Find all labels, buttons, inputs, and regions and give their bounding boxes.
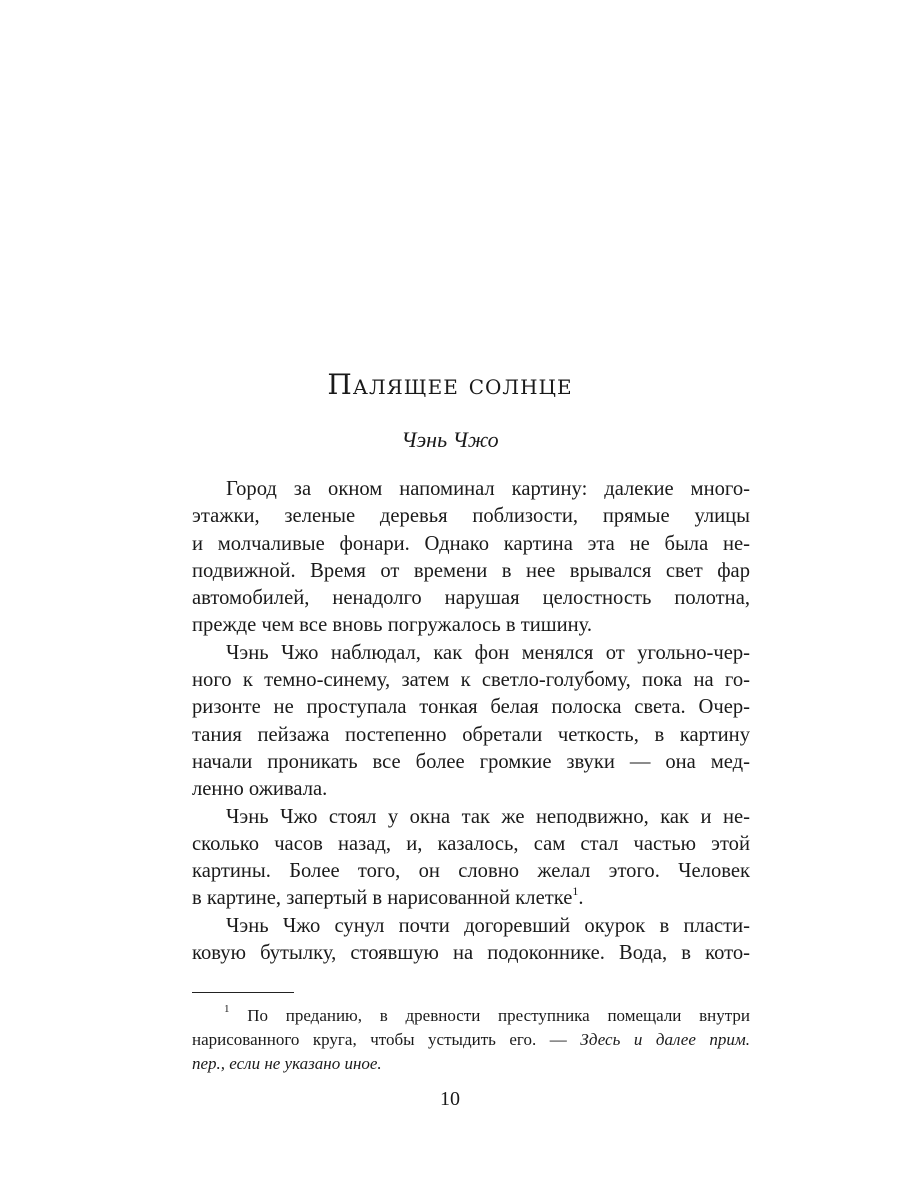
footnote-line xyxy=(192,1004,750,1028)
text-line: сколько часов назад, и, казалось, сам стал частью этой xyxy=(192,832,750,855)
footnote-line xyxy=(192,1028,750,1052)
text-line: ленно оживала. xyxy=(192,778,328,801)
text-line: этажки, зеленые деревья поблизости, прямые улицы xyxy=(192,505,750,528)
text-line: ризонте не проступала тонкая белая полоска света. Очер- xyxy=(192,696,750,719)
text-line: автомобилей, ненадолго нарушая целостность полотна, xyxy=(192,587,750,610)
text-fragment: нарисованного круга, чтобы устыдить его. — xyxy=(192,1030,581,1049)
text-fragment: в картине, запертый в нарисованной клетке xyxy=(192,887,573,910)
page-number: 10 xyxy=(440,1088,460,1110)
text-fragment: пер., если не указано иное. xyxy=(192,1054,382,1073)
text-line: Чэнь Чжо наблюдал, как фон менялся от угольно-чер- xyxy=(226,641,750,664)
text-line: Город за окном напоминал картину: далекие много- xyxy=(226,478,750,500)
footnote xyxy=(192,1004,750,1076)
footnote-marker: 1 xyxy=(224,1003,230,1015)
text-line: ного к темно-синему, затем к светло-голубому, пока на го- xyxy=(192,669,750,692)
footnote-divider xyxy=(192,992,294,993)
text-fragment: По преданию, в древности преступника помещали внутри xyxy=(229,1006,750,1025)
footnote-line xyxy=(192,1052,750,1076)
chapter-author: Чэнь Чжо xyxy=(401,427,499,452)
text-line: картины. Более того, он словно желал этого. Человек xyxy=(192,860,750,883)
text-line: прежде чем все вновь погружалось в тишину. xyxy=(192,614,593,637)
text-line: ковую бутылку, стоявшую на подоконнике. Вода, в кото- xyxy=(192,942,750,965)
footnote-reference[interactable]: 1 xyxy=(572,884,579,899)
chapter-title: Палящее солнце xyxy=(327,368,573,401)
text-fragment: . xyxy=(578,887,584,910)
text-line: подвижной. Время от времени в нее врывался свет фар xyxy=(192,559,750,582)
text-line: и молчаливые фонари. Однако картина эта не была не- xyxy=(192,532,750,555)
text-line xyxy=(192,885,750,912)
text-fragment: Здесь и далее прим. xyxy=(580,1030,750,1049)
body-text xyxy=(192,476,750,967)
text-line: Чэнь Чжо сунул почти догоревший окурок в пласти- xyxy=(226,914,750,937)
text-line: Чэнь Чжо стоял у окна так же неподвижно, как и не- xyxy=(226,805,750,828)
text-line: начали проникать все более громкие звуки — она мед- xyxy=(192,750,750,773)
text-line: тания пейзажа постепенно обретали четкость, в картину xyxy=(192,723,750,746)
